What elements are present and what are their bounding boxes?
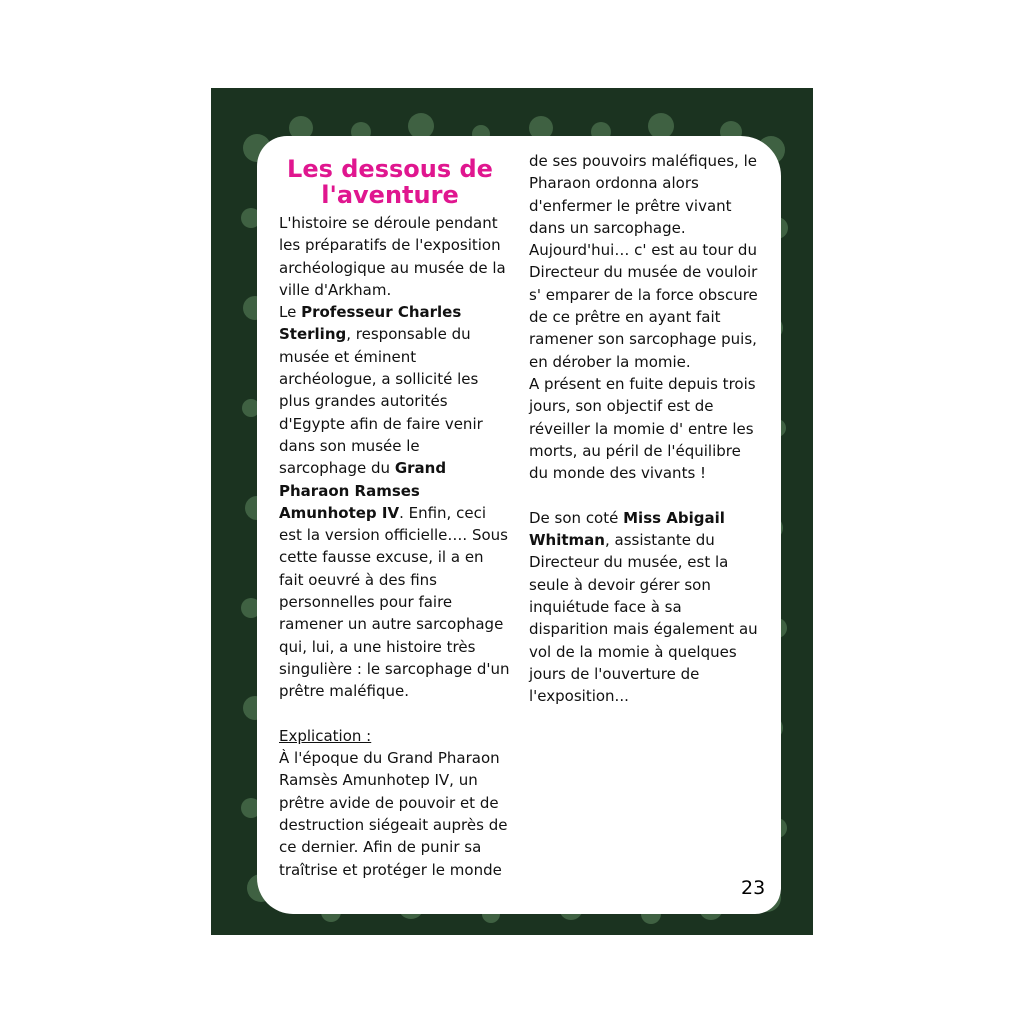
page-number: 23 xyxy=(741,877,766,899)
right-column xyxy=(529,150,761,707)
spacer xyxy=(279,703,511,725)
paragraph-text: De son coté xyxy=(529,508,624,527)
paragraph-text: , responsable du musée et éminent archéologue, a sollicité les plus grandes autorités d'Egypte afin de faire venir dans son musée le sarcophage du xyxy=(279,325,483,478)
character-name-whitman: Miss Abigail Whitman xyxy=(529,508,725,550)
page-title: Les dessous de l'aventure xyxy=(287,155,493,209)
sterling-paragraph xyxy=(279,301,511,702)
explication-heading: Explication : xyxy=(279,726,372,745)
left-column xyxy=(279,212,511,881)
character-name-sterling: Professeur Charles Sterling xyxy=(279,303,462,344)
character-name-pharaoh: Grand Pharaon Ramses Amunhotep IV xyxy=(279,459,447,522)
document-page xyxy=(211,88,813,935)
paragraph-text: Le xyxy=(279,303,302,322)
director-paragraph: Aujourd'hui… c' est au tour du Directeur du musée de vouloir s' emparer de la force obscure de ce prêtre en ayant fait ramener son sarcophage puis, en dérober la momie. xyxy=(529,241,758,371)
whitman-paragraph xyxy=(529,507,761,708)
paragraph-text: . Enfin, ceci est la version officielle…. Sous cette fausse excuse, il a en fait oeuvré à des fins personnelles pour faire ramener un autre sarcophage qui, lui, a une histoire très singulière : le sarcophage d'un prêtre maléfique. xyxy=(279,503,510,701)
spacer xyxy=(529,484,761,506)
escape-paragraph: A présent en fuite depuis trois jours, son objectif est de réveiller la momie d' entre les morts, au péril de l'équilibre du monde des vivants ! xyxy=(529,374,756,483)
paragraph-text: , assistante du Directeur du musée, est la seule à devoir gérer son inquiétude face à sa disparition mais également au vol de la momie à quelques jours de l'ouverture de l'exposition... xyxy=(529,531,758,706)
intro-paragraph: L'histoire se déroule pendant les préparatifs de l'exposition archéologique au musée de la ville d'Arkham. xyxy=(279,214,506,299)
explication-paragraph: À l'époque du Grand Pharaon Ramsès Amunhotep IV, un prêtre avide de pouvoir et de destruction siégeait auprès de ce dernier. Afin de punir sa traîtrise et protéger le monde xyxy=(279,749,508,879)
pharaoh-order-paragraph: de ses pouvoirs maléfiques, le Pharaon ordonna alors d'enfermer le prêtre vivant dans un sarcophage. xyxy=(529,152,757,237)
